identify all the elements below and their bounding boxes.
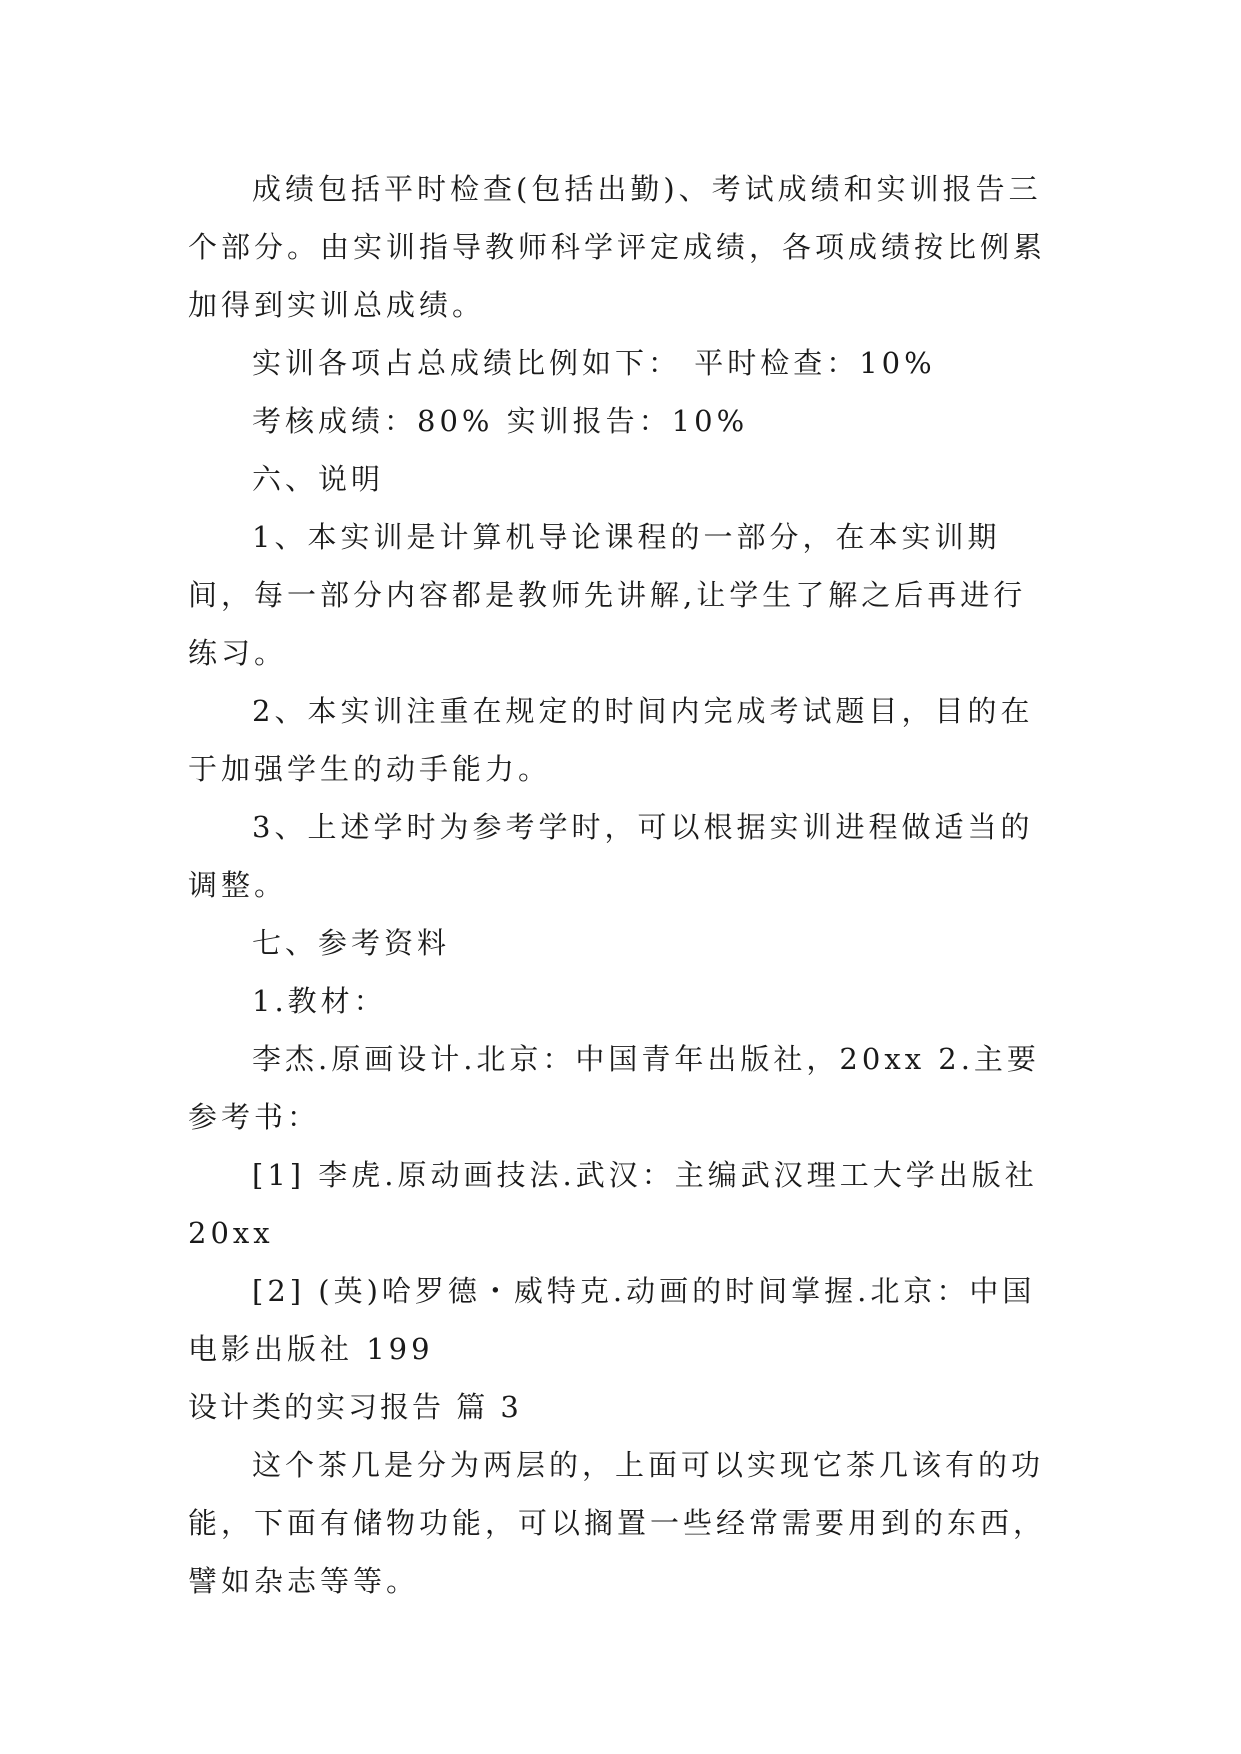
paragraph-grading: 成绩包括平时检查(包括出勤)、考试成绩和实训报告三个部分。由实训指导教师科学评定成绩，各项成绩按比例累加得到实训总成绩。: [188, 172, 1047, 322]
reference-item-1: [1] 李虎.原动画技法.武汉：主编武汉理工大学出版社20xx: [188, 1158, 1038, 1250]
paragraph-textbook: 李杰.原画设计.北京：中国青年出版社，20xx 2.主要参考书：: [188, 1042, 1040, 1134]
paragraph-note-1: 1、本实训是计算机导论课程的一部分，在本实训期间，每一部分内容都是教师先讲解,让学生了解之后再进行练习。: [188, 520, 1027, 670]
reference-item-2: [2] (英)哈罗德・威特克.动画的时间掌握.北京：中国电影出版社 199: [188, 1274, 1036, 1366]
section-title: 设计类的实习报告 篇 3: [188, 1390, 522, 1424]
document-body: [188, 160, 1058, 1610]
paragraph-grade-ratio: 实训各项占总成绩比例如下： 平时检查：10%: [252, 346, 936, 380]
paragraph-tea-table: 这个茶几是分为两层的，上面可以实现它茶几该有的功能，下面有储物功能，可以搁置一些经常需要用到的东西，譬如杂志等等。: [188, 1448, 1047, 1598]
heading-references: 七、参考资料: [252, 926, 451, 960]
paragraph-note-2: 2、本实训注重在规定的时间内完成考试题目，目的在于加强学生的动手能力。: [188, 694, 1034, 786]
paragraph-textbook-label: 1.教材：: [252, 984, 387, 1018]
heading-notes: 六、说明: [252, 462, 385, 496]
paragraph-note-3: 3、上述学时为参考学时，可以根据实训进程做适当的调整。: [188, 810, 1034, 902]
paragraph-grade-items: 考核成绩：80% 实训报告：10%: [252, 404, 749, 438]
